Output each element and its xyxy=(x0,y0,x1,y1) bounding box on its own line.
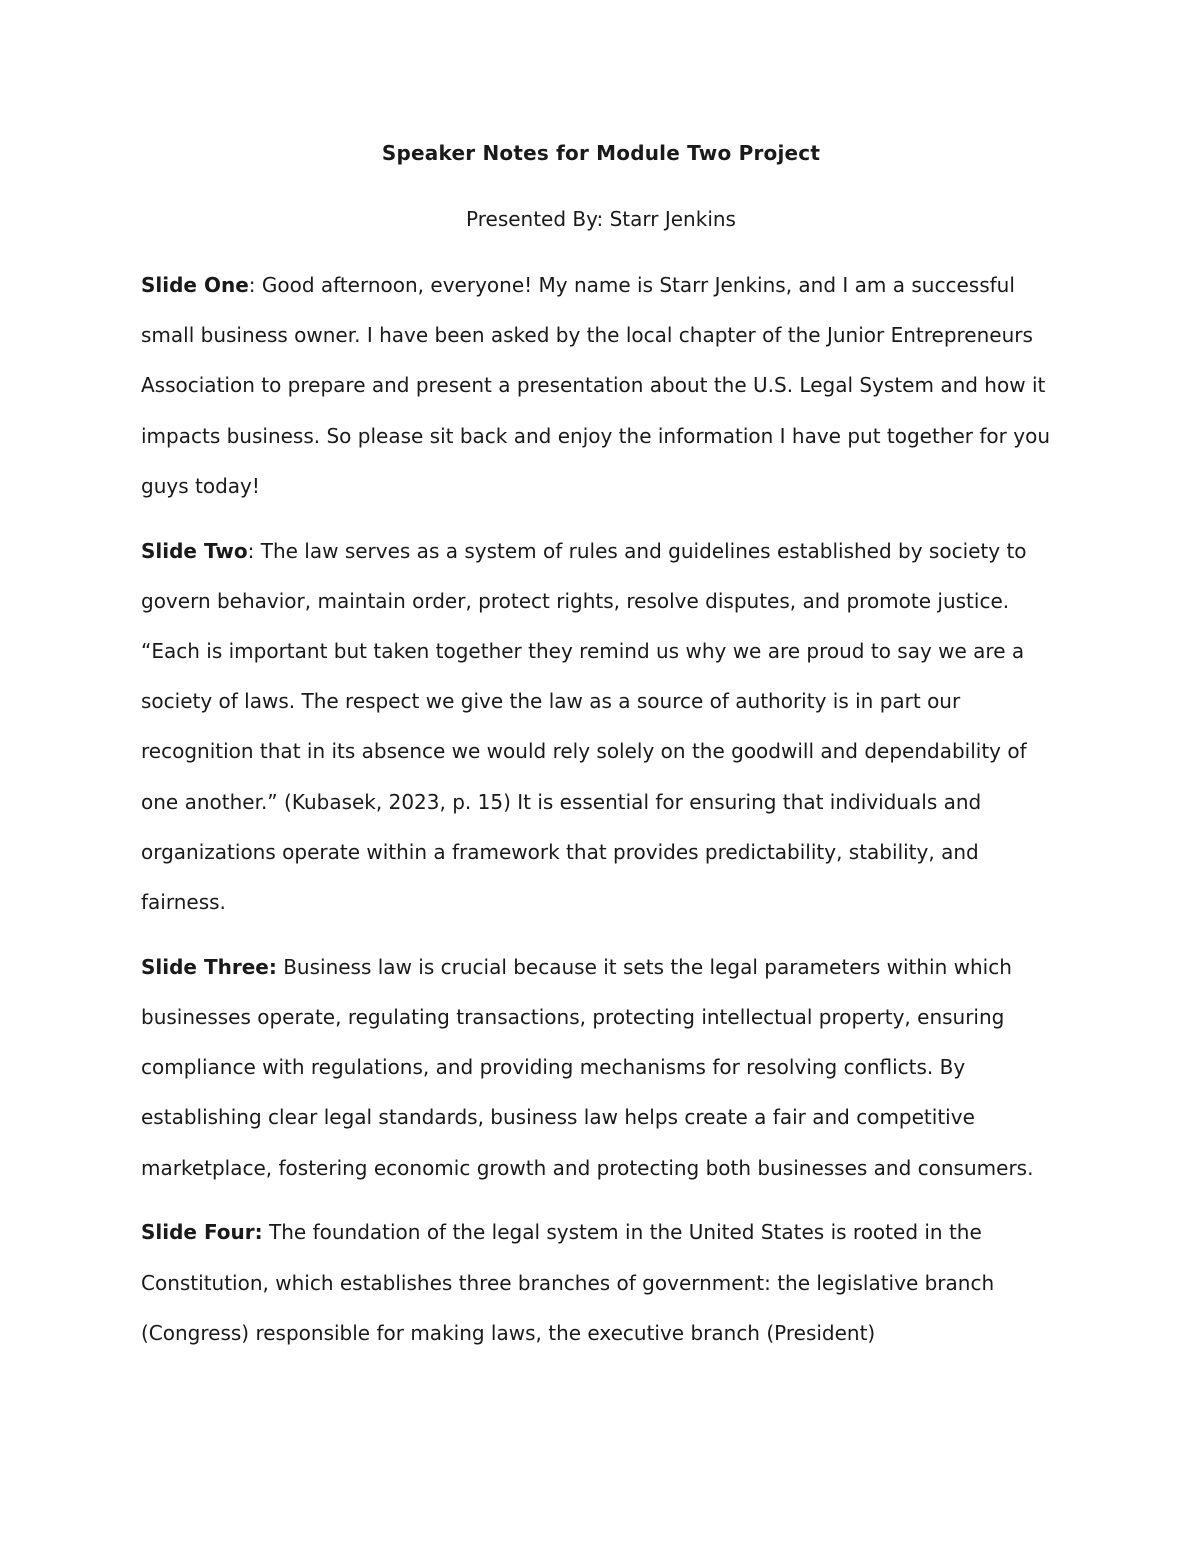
slide-one-separator: : xyxy=(248,273,262,297)
slide-three-text: Business law is crucial because it sets the legal parameters within which businesses operate, regulating transactions, protecting intellectual property, ensuring compliance with regulations, and providing mechanisms for resolving conflicts. By establishing clear legal standards, business law helps create a fair and competitive marketplace, fostering economic growth and protecting both businesses and consumers. xyxy=(141,954,1034,1180)
slide-two-text: The law serves as a system of rules and guidelines established by society to govern behavior, maintain order, protect rights, resolve disputes, and promote justice. “Each is important but taken together they remind us why we are proud to say we are a society of laws. The respect we give the law as a source of authority is in part our recognition that in its absence we would rely solely on the goodwill and dependability of one another.” (Kubasek, 2023, p. 15) It is essential for ensuring that individuals and organizations operate within a framework that provides predictability, stability, and fairness. xyxy=(141,538,1027,915)
document-subtitle: Presented By: Starr Jenkins xyxy=(466,207,736,231)
slide-three-label: Slide Three: xyxy=(141,954,277,979)
slide-three-paragraph xyxy=(141,942,1061,1193)
document-title: Speaker Notes for Module Two Project xyxy=(381,141,821,165)
slide-four-paragraph xyxy=(141,1207,1061,1358)
slide-four-label: Slide Four: xyxy=(141,1220,263,1245)
slide-two-separator: : xyxy=(247,538,261,563)
slide-one-text: Good afternoon, everyone! My name is Starr Jenkins, and I am a successful small business owner. I have been asked by the local chapter of the Junior Entrepreneurs Association to prepare and present a presentation about the U.S. Legal System and how it impacts business. So please sit back and enjoy the information I have put together for you guys today! xyxy=(141,273,1050,498)
document-body xyxy=(141,136,1061,1358)
slide-one-paragraph xyxy=(141,260,1061,511)
slide-four-text: The foundation of the legal system in the United States is rooted in the Constitution, which establishes three branches of government: the legislative branch (Congress) responsible for making laws, the executive branch (President) xyxy=(141,1220,995,1345)
slide-one-label: Slide One xyxy=(141,273,249,297)
slide-two-paragraph xyxy=(141,526,1061,928)
slide-two-label: Slide Two xyxy=(141,538,248,563)
